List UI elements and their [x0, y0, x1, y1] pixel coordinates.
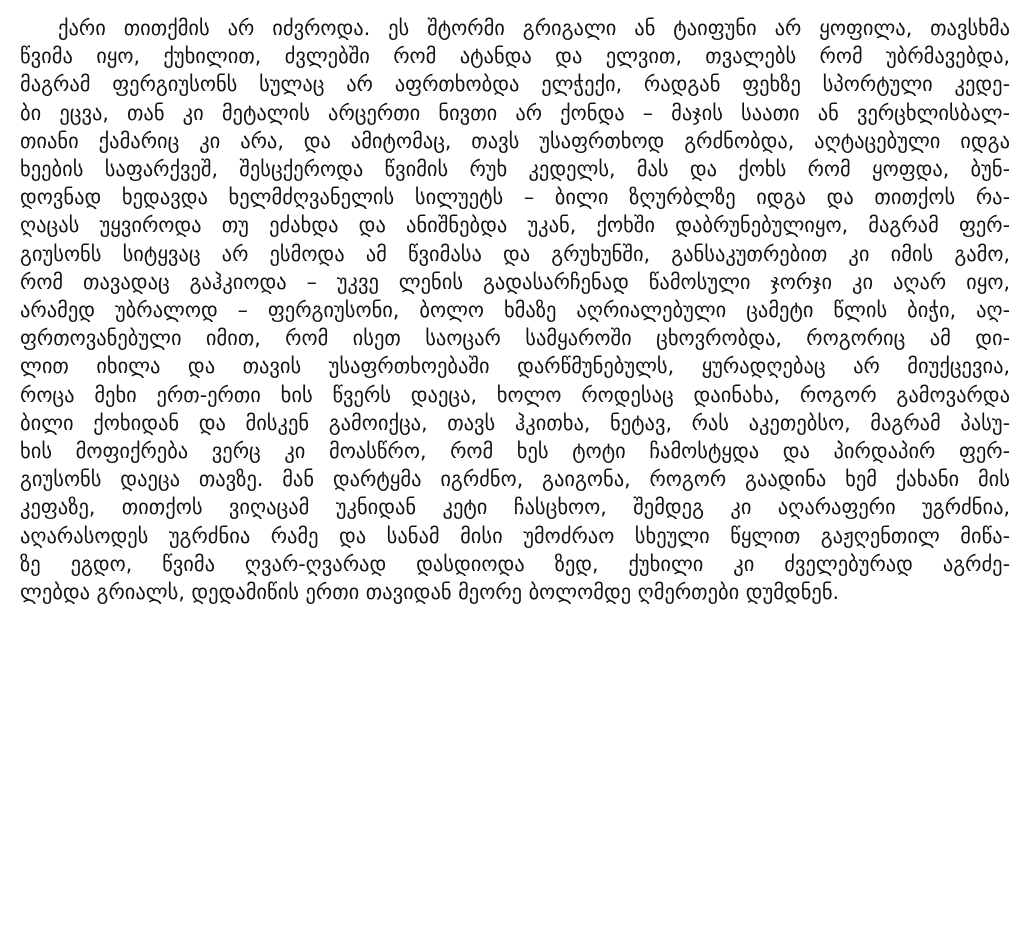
paragraph-line: ხის მოფიქრება ვერც კი მოასწრო, რომ ხეს ტოტი ჩამოსტყდა და პირდაპირ ფერ- [20, 439, 1010, 464]
paragraph-line: კეფაზე, თითქოს ვიღაცამ უკნიდან კეტი ჩასცხოო, შემდეგ კი აღარაფერი უგრძნია, [20, 495, 1010, 520]
paragraph-line: წვიმა იყო, ქუხილით, ძვლებში რომ ატანდა და ელვით, თვალებს რომ უბრმავებდა, [20, 44, 1010, 69]
paragraph-line: ლით იხილა და თავის უსაფრთხოებაში დარწმუნებულს, ყურადღებაც არ მიუქცევია, [20, 354, 1010, 379]
paragraph-line: რომ თავადაც გაჰკიოდა – უკვე ლენის გადასარჩენად წამოსული ჯორჯი კი აღარ იყო, [20, 269, 1010, 294]
paragraph-line: ფრთოვანებული იმით, რომ ისეთ საოცარ სამყაროში ცხოვრობდა, როგორიც ამ დი- [20, 326, 1010, 351]
paragraph-line: ბი ეცვა, თან კი მეტალის არცერთი ნივთი არ ქონდა – მაჯის საათი ან ვერცხლისბალ- [20, 100, 1010, 125]
paragraph-line: არამედ უბრალოდ – ფერგიუსონი, ბოლო ხმაზე აღრიალებული ცამეტი წლის ბიჭი, აღ- [20, 298, 1010, 323]
paragraph-line: ლებდა გრიალს, დედამიწის ერთი თავიდან მეორე ბოლომდე ღმერთები დუმდნენ. [20, 580, 840, 605]
paragraph-line: ბილი ქოხიდან და მისკენ გამოიქცა, თავს ჰკითხა, ნეტავ, რას აკეთებსო, მაგრამ პასუ- [20, 410, 1010, 435]
paragraph-line: ხეების საფარქვეშ, შესცქეროდა წვიმის რუხ კედელს, მას და ქოხს რომ ყოფდა, ბუნ- [20, 157, 1010, 182]
paragraph-line: დოვნად ხედავდა ხელმძღვანელის სილუეტს – ბილი ზღურბლზე იდგა და თითქოს რა- [20, 185, 1010, 210]
paragraph-line: მაგრამ ფერგიუსონს სულაც არ აფრთხობდა ელჭექი, რადგან ფეხზე სპორტული კედე- [20, 72, 1010, 97]
paragraph-line: ღაცას უყვიროდა თუ ეძახდა და ანიშნებდა უკან, ქოხში დაბრუნებულიყო, მაგრამ ფერ- [20, 213, 1010, 238]
paragraph-line: ზე ეგდო, წვიმა ღვარ-ღვარად დასდიოდა ზედ, ქუხილი კი ძველებურად აგრძე- [20, 551, 1010, 576]
paragraph-line: აღარასოდეს უგრძნია რამე და სანამ მისი უმოძრაო სხეული წყლით გაჟღენთილ მიწა- [20, 523, 1010, 548]
paragraph-line: თიანი ქამარიც კი არა, და ამიტომაც, თავს უსაფრთხოდ გრძნობდა, აღტაცებული იდგა [20, 128, 1010, 153]
paragraph-line: ქარი თითქმის არ იძვროდა. ეს შტორმი გრიგალი ან ტაიფუნი არ ყოფილა, თავსხმა [58, 16, 1010, 40]
paragraph-line: გიუსონს სიტყვაც არ ესმოდა ამ წვიმასა და გრუხუნში, განსაკუთრებით კი იმის გამო, [20, 241, 1010, 266]
paragraph-line: როცა მეხი ერთ-ერთი ხის წვერს დაეცა, ხოლო როდესაც დაინახა, როგორ გამოვარდა [20, 382, 1010, 407]
document-page [20, 14, 1010, 606]
body-paragraph [20, 14, 1010, 606]
paragraph-line: გიუსონს დაეცა თავზე. მან დარტყმა იგრძნო, გაიგონა, როგორ გაადინა ხემ ქახანი მის [20, 467, 1010, 492]
